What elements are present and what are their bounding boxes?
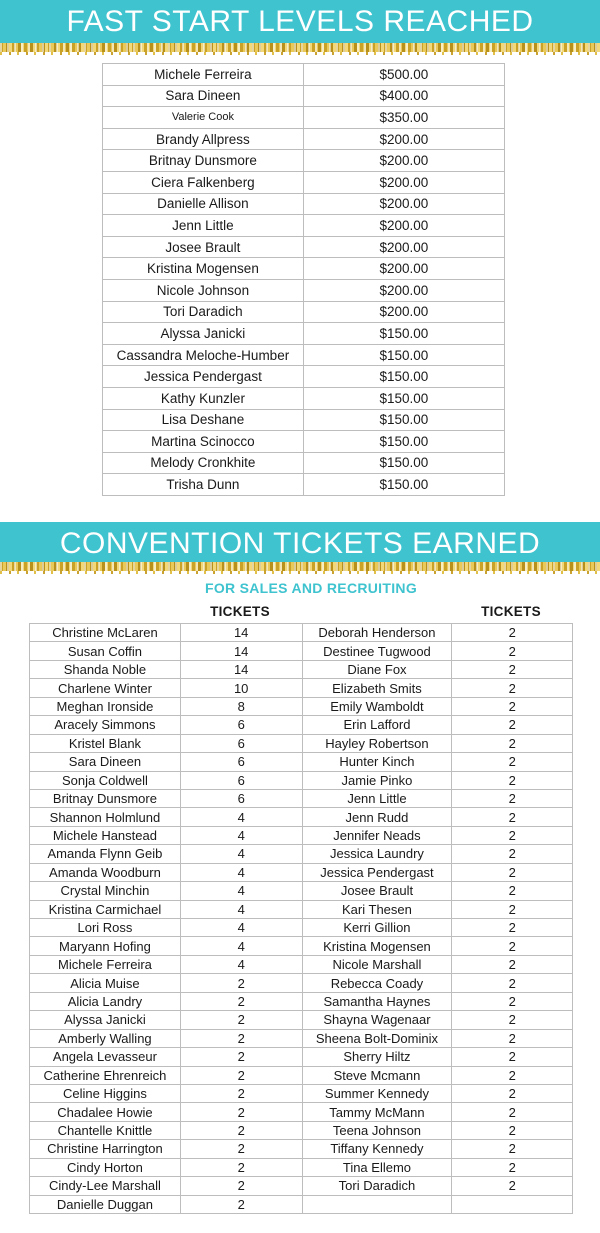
consultant-name: Sonja Coldwell <box>30 771 181 789</box>
consultant-name: Jenn Little <box>103 215 304 237</box>
fast-start-title: FAST START LEVELS REACHED <box>66 5 534 38</box>
table-row <box>30 974 573 992</box>
table-row <box>30 826 573 844</box>
ticket-count: 2 <box>452 789 573 807</box>
fast-start-amount: $150.00 <box>303 474 504 496</box>
consultant-name: Tammy McMann <box>302 1103 452 1121</box>
table-row <box>30 624 573 642</box>
ticket-count: 2 <box>180 1048 302 1066</box>
ticket-count: 2 <box>452 642 573 660</box>
consultant-name: Kristel Blank <box>30 734 181 752</box>
ticket-count <box>452 1195 573 1213</box>
table-row <box>30 882 573 900</box>
ticket-count: 4 <box>180 808 302 826</box>
ticket-count: 2 <box>452 882 573 900</box>
ticket-count: 2 <box>452 1158 573 1176</box>
consultant-name: Alyssa Janicki <box>30 1011 181 1029</box>
consultant-name: Cindy Horton <box>30 1158 181 1176</box>
table-row <box>103 215 505 237</box>
consultant-name: Shanda Noble <box>30 660 181 678</box>
ticket-count: 2 <box>180 974 302 992</box>
ticket-count: 6 <box>180 753 302 771</box>
consultant-name: Celine Higgins <box>30 1084 181 1102</box>
consultant-name: Amanda Flynn Geib <box>30 845 181 863</box>
consultant-name: Susan Coffin <box>30 642 181 660</box>
ticket-count: 2 <box>452 937 573 955</box>
ticket-count: 14 <box>180 624 302 642</box>
table-row <box>30 642 573 660</box>
ticket-count: 6 <box>180 716 302 734</box>
ticket-count: 2 <box>452 1048 573 1066</box>
table-row <box>30 734 573 752</box>
consultant-name: Charlene Winter <box>30 679 181 697</box>
consultant-name: Trisha Dunn <box>103 474 304 496</box>
consultant-name: Alicia Landry <box>30 992 181 1010</box>
ticket-count: 6 <box>180 789 302 807</box>
consultant-name: Rebecca Coady <box>302 974 452 992</box>
fast-start-amount: $150.00 <box>303 323 504 345</box>
consultant-name: Jenn Rudd <box>302 808 452 826</box>
ticket-count: 2 <box>452 1011 573 1029</box>
table-row <box>30 1048 573 1066</box>
table-row <box>30 1084 573 1102</box>
ticket-count: 2 <box>452 660 573 678</box>
ticket-count: 2 <box>452 716 573 734</box>
consultant-name: Tori Daradich <box>302 1177 452 1195</box>
gold-glitter-divider <box>0 562 600 571</box>
ticket-count: 4 <box>180 919 302 937</box>
table-row <box>103 150 505 172</box>
table-row <box>103 279 505 301</box>
ticket-count: 2 <box>180 1011 302 1029</box>
consultant-name: Diane Fox <box>302 660 452 678</box>
fast-start-amount: $150.00 <box>303 387 504 409</box>
ticket-count: 2 <box>180 1177 302 1195</box>
consultant-name: Destinee Tugwood <box>302 642 452 660</box>
consultant-name: Lisa Deshane <box>103 409 304 431</box>
table-row <box>103 193 505 215</box>
table-row <box>30 1195 573 1213</box>
fast-start-amount: $150.00 <box>303 344 504 366</box>
table-row <box>30 1066 573 1084</box>
consultant-name: Danielle Allison <box>103 193 304 215</box>
fast-start-amount: $200.00 <box>303 301 504 323</box>
ticket-count: 4 <box>180 955 302 973</box>
fast-start-amount: $200.00 <box>303 236 504 258</box>
consultant-name: Angela Levasseur <box>30 1048 181 1066</box>
consultant-name: Emily Wamboldt <box>302 697 452 715</box>
consultant-name: Samantha Haynes <box>302 992 452 1010</box>
ticket-count: 2 <box>452 624 573 642</box>
ticket-count: 2 <box>452 679 573 697</box>
table-row <box>103 344 505 366</box>
convention-banner <box>0 522 600 564</box>
fast-start-amount: $150.00 <box>303 431 504 453</box>
table-row <box>30 992 573 1010</box>
consultant-name: Alicia Muise <box>30 974 181 992</box>
table-row <box>103 107 505 129</box>
table-row <box>30 1140 573 1158</box>
consultant-name: Kerri Gillion <box>302 919 452 937</box>
fast-start-amount: $350.00 <box>303 107 504 129</box>
ticket-count: 8 <box>180 697 302 715</box>
ticket-count: 4 <box>180 900 302 918</box>
fast-start-amount: $150.00 <box>303 409 504 431</box>
consultant-name: Crystal Minchin <box>30 882 181 900</box>
fast-start-amount: $200.00 <box>303 171 504 193</box>
consultant-name: Shannon Holmlund <box>30 808 181 826</box>
table-row <box>30 1029 573 1047</box>
table-row <box>30 955 573 973</box>
table-row <box>103 452 505 474</box>
table-row <box>103 171 505 193</box>
consultant-name: Kristina Mogensen <box>103 258 304 280</box>
consultant-name: Danielle Duggan <box>30 1195 181 1213</box>
consultant-name: Amberly Walling <box>30 1029 181 1047</box>
consultant-name: Cassandra Meloche-Humber <box>103 344 304 366</box>
consultant-name: Michele Ferreira <box>103 64 304 86</box>
consultant-name: Kari Thesen <box>302 900 452 918</box>
consultant-name: Nicole Marshall <box>302 955 452 973</box>
ticket-count: 2 <box>452 697 573 715</box>
ticket-count: 2 <box>452 1121 573 1139</box>
consultant-name: Josee Brault <box>302 882 452 900</box>
convention-subtitle: FOR SALES AND RECRUITING <box>204 580 418 596</box>
consultant-name: Shayna Wagenaar <box>302 1011 452 1029</box>
table-row <box>30 679 573 697</box>
table-row <box>30 845 573 863</box>
ticket-count: 4 <box>180 882 302 900</box>
consultant-name: Jessica Laundry <box>302 845 452 863</box>
table-row <box>103 474 505 496</box>
consultant-name: Aracely Simmons <box>30 716 181 734</box>
consultant-name: Michele Hanstead <box>30 826 181 844</box>
consultant-name: Jessica Pendergast <box>103 366 304 388</box>
ticket-count: 4 <box>180 937 302 955</box>
consultant-name: Kathy Kunzler <box>103 387 304 409</box>
ticket-count: 2 <box>180 1158 302 1176</box>
table-row <box>30 1011 573 1029</box>
consultant-name: Kristina Carmichael <box>30 900 181 918</box>
consultant-name: Alyssa Janicki <box>103 323 304 345</box>
consultant-name: Kristina Mogensen <box>302 937 452 955</box>
consultant-name: Catherine Ehrenreich <box>30 1066 181 1084</box>
tickets-header-right: TICKETS <box>481 604 541 619</box>
consultant-name: Brandy Allpress <box>103 128 304 150</box>
ticket-count: 2 <box>452 1140 573 1158</box>
fast-start-amount: $200.00 <box>303 258 504 280</box>
table-row <box>30 753 573 771</box>
table-row <box>30 697 573 715</box>
convention-title: CONVENTION TICKETS EARNED <box>59 527 541 560</box>
ticket-count: 2 <box>452 1066 573 1084</box>
table-row <box>30 900 573 918</box>
consultant-name: Chantelle Knittle <box>30 1121 181 1139</box>
fast-start-amount: $200.00 <box>303 150 504 172</box>
consultant-name: Sara Dineen <box>30 753 181 771</box>
table-row <box>103 431 505 453</box>
fast-start-amount: $200.00 <box>303 215 504 237</box>
table-row <box>103 128 505 150</box>
fast-start-amount: $200.00 <box>303 279 504 301</box>
table-row <box>103 387 505 409</box>
consultant-name: Sara Dineen <box>103 85 304 107</box>
ticket-count: 2 <box>452 826 573 844</box>
consultant-name: Britnay Dunsmore <box>103 150 304 172</box>
consultant-name: Steve Mcmann <box>302 1066 452 1084</box>
table-row <box>103 258 505 280</box>
consultant-name: Sheena Bolt-Dominix <box>302 1029 452 1047</box>
consultant-name: Chadalee Howie <box>30 1103 181 1121</box>
table-row <box>30 808 573 826</box>
table-row <box>30 937 573 955</box>
consultant-name: Elizabeth Smits <box>302 679 452 697</box>
consultant-name: Hunter Kinch <box>302 753 452 771</box>
consultant-name: Christine McLaren <box>30 624 181 642</box>
consultant-name: Britnay Dunsmore <box>30 789 181 807</box>
tickets-header-left: TICKETS <box>210 604 270 619</box>
table-row <box>103 236 505 258</box>
table-row <box>103 85 505 107</box>
ticket-count: 2 <box>180 1121 302 1139</box>
consultant-name: Jamie Pinko <box>302 771 452 789</box>
table-row <box>30 1177 573 1195</box>
fast-start-amount: $150.00 <box>303 366 504 388</box>
table-row <box>30 1103 573 1121</box>
ticket-count: 2 <box>452 919 573 937</box>
table-row <box>30 1121 573 1139</box>
ticket-count: 2 <box>452 1103 573 1121</box>
ticket-count: 2 <box>452 845 573 863</box>
consultant-name: Ciera Falkenberg <box>103 171 304 193</box>
ticket-count: 10 <box>180 679 302 697</box>
table-row <box>30 1158 573 1176</box>
ticket-count: 2 <box>180 1066 302 1084</box>
consultant-name: Melody Cronkhite <box>103 452 304 474</box>
table-row <box>103 366 505 388</box>
fast-start-amount: $500.00 <box>303 64 504 86</box>
table-row <box>103 409 505 431</box>
consultant-name: Tina Ellemo <box>302 1158 452 1176</box>
consultant-name: Meghan Ironside <box>30 697 181 715</box>
ticket-count: 2 <box>452 955 573 973</box>
ticket-count: 14 <box>180 660 302 678</box>
consultant-name: Maryann Hofing <box>30 937 181 955</box>
consultant-name: Tori Daradich <box>103 301 304 323</box>
table-row <box>103 301 505 323</box>
ticket-count: 6 <box>180 771 302 789</box>
ticket-count: 2 <box>180 1029 302 1047</box>
consultant-name: Valerie Cook <box>103 107 304 129</box>
ticket-count: 2 <box>180 992 302 1010</box>
ticket-count: 2 <box>180 1140 302 1158</box>
ticket-count: 2 <box>180 1195 302 1213</box>
ticket-count: 6 <box>180 734 302 752</box>
ticket-count: 2 <box>452 1029 573 1047</box>
consultant-name: Hayley Robertson <box>302 734 452 752</box>
table-row <box>30 789 573 807</box>
ticket-count: 2 <box>452 734 573 752</box>
ticket-count: 2 <box>452 771 573 789</box>
consultant-name: Tiffany Kennedy <box>302 1140 452 1158</box>
convention-tickets-table <box>29 623 573 1214</box>
table-row <box>103 64 505 86</box>
consultant-name <box>302 1195 452 1213</box>
consultant-name: Sherry Hiltz <box>302 1048 452 1066</box>
consultant-name: Michele Ferreira <box>30 955 181 973</box>
consultant-name: Josee Brault <box>103 236 304 258</box>
consultant-name: Deborah Henderson <box>302 624 452 642</box>
ticket-count: 2 <box>452 974 573 992</box>
fast-start-amount: $150.00 <box>303 452 504 474</box>
fast-start-banner <box>0 0 600 44</box>
consultant-name: Nicole Johnson <box>103 279 304 301</box>
ticket-count: 2 <box>452 900 573 918</box>
fast-start-amount: $200.00 <box>303 193 504 215</box>
ticket-count: 2 <box>180 1103 302 1121</box>
consultant-name: Teena Johnson <box>302 1121 452 1139</box>
consultant-name: Jenn Little <box>302 789 452 807</box>
table-row <box>30 716 573 734</box>
table-row <box>103 323 505 345</box>
fast-start-amount: $400.00 <box>303 85 504 107</box>
consultant-name: Lori Ross <box>30 919 181 937</box>
table-row <box>30 660 573 678</box>
ticket-count: 4 <box>180 863 302 881</box>
table-row <box>30 919 573 937</box>
ticket-count: 14 <box>180 642 302 660</box>
consultant-name: Jessica Pendergast <box>302 863 452 881</box>
ticket-count: 2 <box>452 1084 573 1102</box>
consultant-name: Jennifer Neads <box>302 826 452 844</box>
ticket-count: 2 <box>452 863 573 881</box>
consultant-name: Erin Lafford <box>302 716 452 734</box>
gold-glitter-divider <box>0 43 600 52</box>
ticket-count: 2 <box>180 1084 302 1102</box>
ticket-count: 4 <box>180 826 302 844</box>
consultant-name: Summer Kennedy <box>302 1084 452 1102</box>
fast-start-amount: $200.00 <box>303 128 504 150</box>
consultant-name: Amanda Woodburn <box>30 863 181 881</box>
ticket-count: 2 <box>452 808 573 826</box>
fast-start-table <box>102 63 505 496</box>
ticket-count: 4 <box>180 845 302 863</box>
ticket-count: 2 <box>452 753 573 771</box>
ticket-count: 2 <box>452 992 573 1010</box>
table-row <box>30 771 573 789</box>
consultant-name: Cindy-Lee Marshall <box>30 1177 181 1195</box>
consultant-name: Martina Scinocco <box>103 431 304 453</box>
consultant-name: Christine Harrington <box>30 1140 181 1158</box>
ticket-count: 2 <box>452 1177 573 1195</box>
table-row <box>30 863 573 881</box>
